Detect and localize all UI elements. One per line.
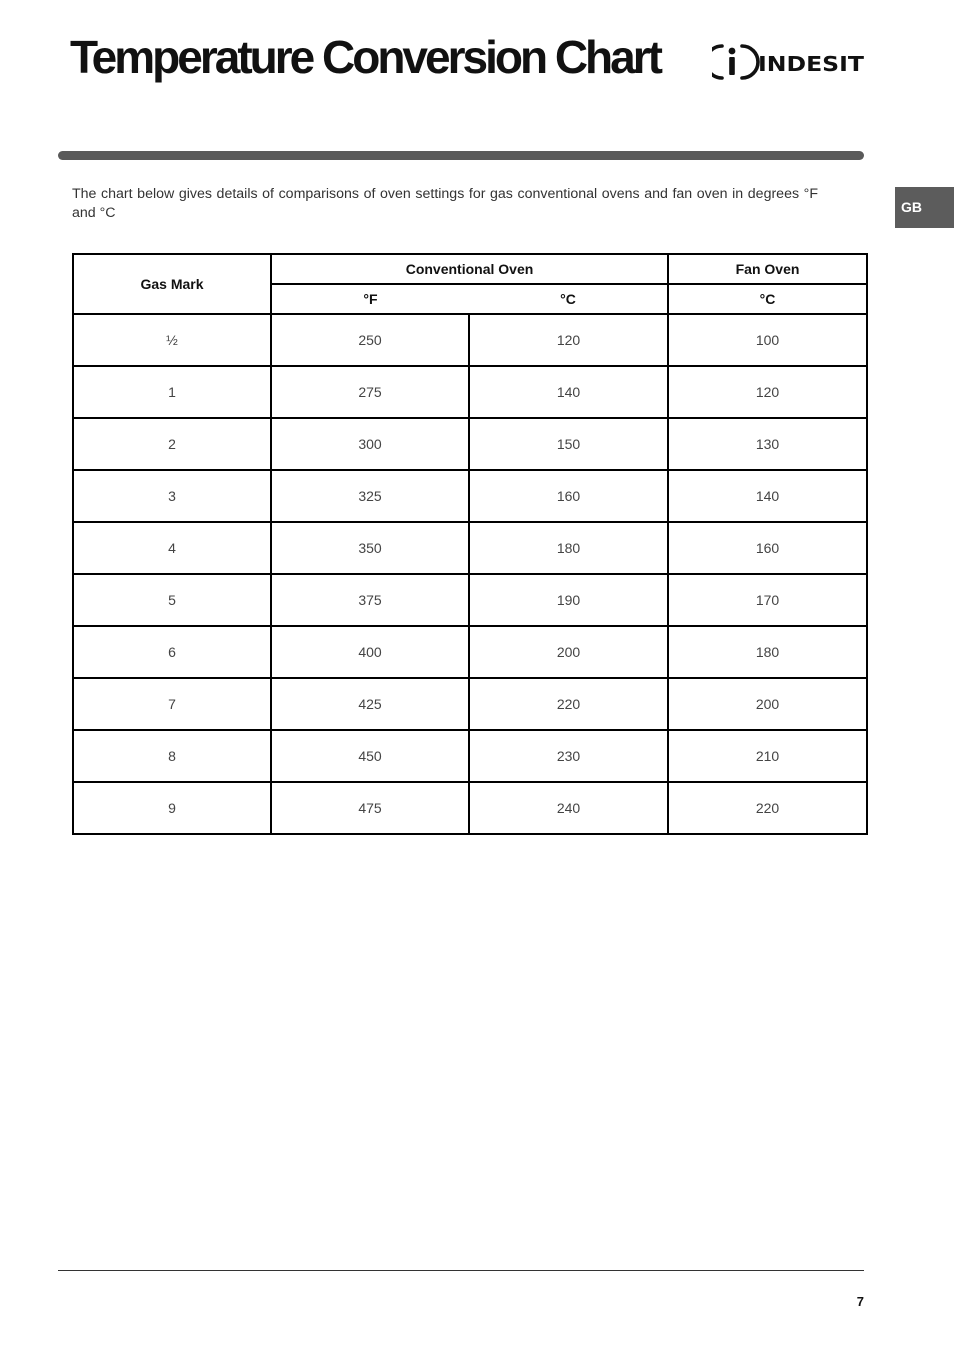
cell-gas-mark: 1 [73,366,271,418]
cell-conventional-c: 140 [469,366,668,418]
cell-conventional-f: 325 [271,470,469,522]
cell-gas-mark: ½ [73,314,271,366]
cell-fan-c: 140 [668,470,867,522]
cell-fan-c: 170 [668,574,867,626]
cell-conventional-f: 375 [271,574,469,626]
cell-gas-mark: 2 [73,418,271,470]
table-row [73,626,867,678]
cell-conventional-f: 450 [271,730,469,782]
cell-conventional-c: 160 [469,470,668,522]
cell-fan-c: 120 [668,366,867,418]
cell-conventional-f: 250 [271,314,469,366]
header-conventional-oven: Conventional Oven [271,254,668,284]
bottom-divider [58,1270,864,1271]
cell-conventional-c: 190 [469,574,668,626]
language-tab: GB [895,187,954,228]
temperature-conversion-table [72,253,868,835]
cell-gas-mark: 5 [73,574,271,626]
cell-gas-mark: 4 [73,522,271,574]
cell-gas-mark: 3 [73,470,271,522]
header-conventional-fahrenheit: °F [271,284,469,314]
table-row [73,522,867,574]
cell-gas-mark: 9 [73,782,271,834]
cell-conventional-f: 300 [271,418,469,470]
table-row [73,418,867,470]
table-row [73,782,867,834]
cell-conventional-c: 120 [469,314,668,366]
cell-fan-c: 130 [668,418,867,470]
table-row [73,366,867,418]
cell-conventional-f: 275 [271,366,469,418]
header-gas-mark: Gas Mark [73,254,271,314]
intro-paragraph: The chart below gives details of comparisons of oven settings for gas conventional ovens and fan oven in degrees °F and °C [72,186,818,221]
cell-fan-c: 200 [668,678,867,730]
header-conventional-celsius: °C [469,284,668,314]
cell-conventional-f: 400 [271,626,469,678]
logo-i-mark-icon [712,46,758,78]
table-row [73,678,867,730]
header-fan-celsius: °C [668,284,867,314]
cell-gas-mark: 6 [73,626,271,678]
cell-conventional-c: 200 [469,626,668,678]
cell-fan-c: 220 [668,782,867,834]
top-divider [58,151,864,160]
cell-fan-c: 100 [668,314,867,366]
table-row [73,730,867,782]
page-number: 7 [856,1294,864,1309]
cell-conventional-f: 350 [271,522,469,574]
page-title: Temperature Conversion Chart [70,31,660,83]
cell-conventional-c: 150 [469,418,668,470]
cell-conventional-f: 475 [271,782,469,834]
cell-fan-c: 210 [668,730,867,782]
table-row [73,470,867,522]
logo-wordmark: INDESIT [758,52,865,76]
cell-conventional-f: 425 [271,678,469,730]
table-row [73,314,867,366]
header-fan-oven: Fan Oven [668,254,867,284]
cell-conventional-c: 230 [469,730,668,782]
cell-fan-c: 160 [668,522,867,574]
cell-fan-c: 180 [668,626,867,678]
indesit-logo [712,40,867,82]
table-row [73,574,867,626]
cell-conventional-c: 180 [469,522,668,574]
cell-gas-mark: 8 [73,730,271,782]
cell-gas-mark: 7 [73,678,271,730]
cell-conventional-c: 240 [469,782,668,834]
cell-conventional-c: 220 [469,678,668,730]
